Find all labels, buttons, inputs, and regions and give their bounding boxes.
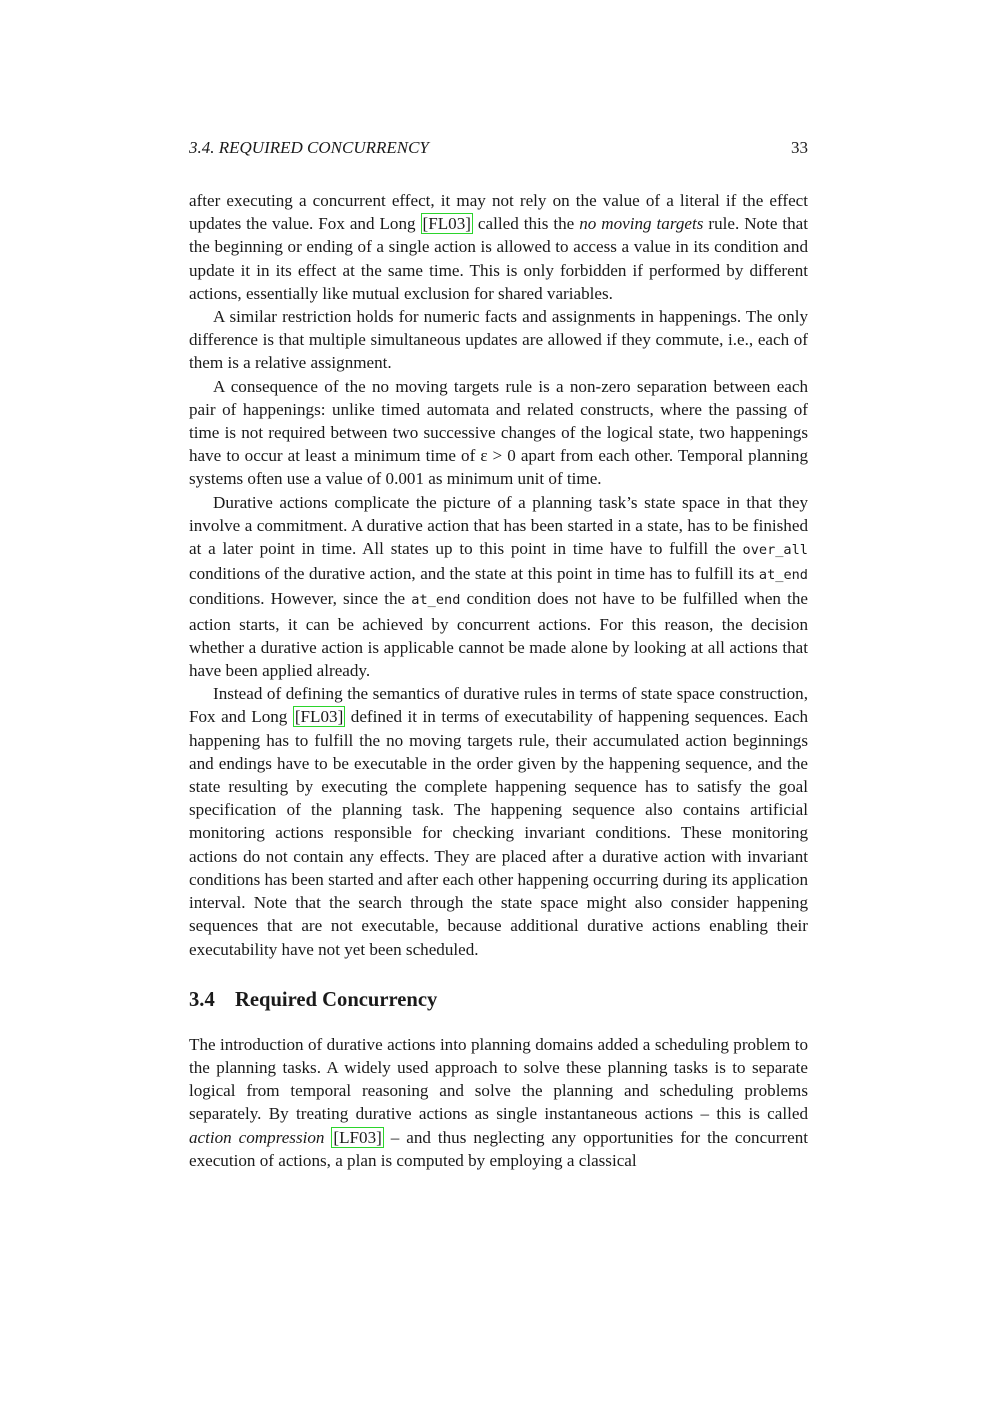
paragraph-6-text-c: – and thus neglecting any opportunities for the concurrent execution of actions, a plan is computed by employing a classical: [189, 1127, 809, 1170]
paragraph-4-text-b: conditions of the durative action, and the state at this point in time has to fulfill its: [189, 564, 759, 584]
code-at-end: at_end: [758, 567, 808, 584]
term-action-compression: action compression: [189, 1127, 325, 1147]
paragraph-4-text-c: conditions. However, since the: [189, 589, 412, 609]
paragraph-3: A consequence of the no moving targets rule is a non-zero separation between each pair of happenings: unlike timed automata and related constructs, where the passing of time is not required between two successive changes of the logical state, two happenings have to occur at least a minimum time of ε > 0 apart from each other. Temporal planning systems often use a value of 0.001 as minimum unit of time.: [189, 376, 808, 489]
paragraph-4: [189, 491, 808, 683]
citation-lf03[interactable]: [LF03]: [333, 1127, 382, 1147]
page-number: 33: [791, 138, 808, 157]
body-text: [189, 189, 808, 1172]
running-header-section: 3.4. REQUIRED CONCURRENCY: [189, 138, 429, 157]
section-title: Required Concurrency: [235, 988, 438, 1011]
code-over-all: over_all: [742, 542, 808, 559]
paragraph-1-text-a: after executing a concurrent effect, it may not rely on the value of a literal if the effect updates the value. Fox and Long: [189, 191, 808, 234]
code-at-end-2: at_end: [411, 592, 461, 609]
paragraph-4-text-a: Durative actions complicate the picture of a planning task’s state space in that they involve a commitment. A durative action that has been started in a state, has to be finished at a later point in time. All states up to this point in time have to fulfill the: [189, 492, 808, 559]
paragraph-1-text-b: called this the: [472, 214, 580, 234]
paragraph-2: A similar restriction holds for numeric facts and assignments in happenings. The only difference is that multiple simultaneous updates are allowed if they commute, i.e., each of them is a relative assignment.: [189, 307, 808, 373]
section-number: 3.4: [189, 988, 215, 1011]
paragraph-6-text-a: The introduction of durative actions into planning domains added a scheduling problem to the planning tasks. A widely used approach to solve these planning tasks is to separate logical from temporal reasoning and solve the planning and scheduling problems separately. By treating durative actions as single instantaneous actions – this is called: [189, 1034, 808, 1124]
paragraph-1: [189, 189, 808, 305]
paragraph-5: [189, 682, 808, 960]
paragraph-5-text-a: Instead of defining the semantics of durative rules in terms of state space construction, Fox and Long: [189, 684, 808, 727]
running-header: [189, 137, 808, 161]
paragraph-1-text-c: rule. Note that the beginning or ending of a single action is allowed to access a value in its condition and update it in its effect at the same time. This is only forbidden if performed by different actions, essentially like mutual exclusion for shared variables.: [189, 214, 809, 303]
paragraph-6: [189, 1033, 808, 1172]
paragraph-5-text-b: defined it in terms of executability of happening sequences. Each happening has to fulfill the no moving targets rule, their accumulated action beginnings and endings have to be executable in the order given by the happening sequence, and the state resulting by executing the complete happening sequence has to satisfy the goal specification of the planning task. The happening sequence also contains artificial monitoring actions responsible for checking invariant conditions. These monitoring actions do not contain any effects. They are placed after a durative action with invariant conditions has been started and after each other happening occurring during its application interval. Note that the search through the state space might also consider happening sequences that are not executable, because additional durative actions enabling their executability have not yet been scheduled.: [189, 707, 808, 959]
citation-fl03[interactable]: [FL03]: [422, 214, 471, 234]
section-heading: [189, 986, 808, 1014]
term-no-moving-targets: no moving targets: [579, 214, 704, 234]
paragraph-4-text-d: condition does not have to be fulfilled when the action starts, it can be achieved by concurrent actions. For this reason, the decision whether a durative action is applicable cannot be made alone by looking at all actions that have been applied already.: [189, 589, 808, 681]
citation-fl03-2[interactable]: [FL03]: [294, 707, 344, 727]
